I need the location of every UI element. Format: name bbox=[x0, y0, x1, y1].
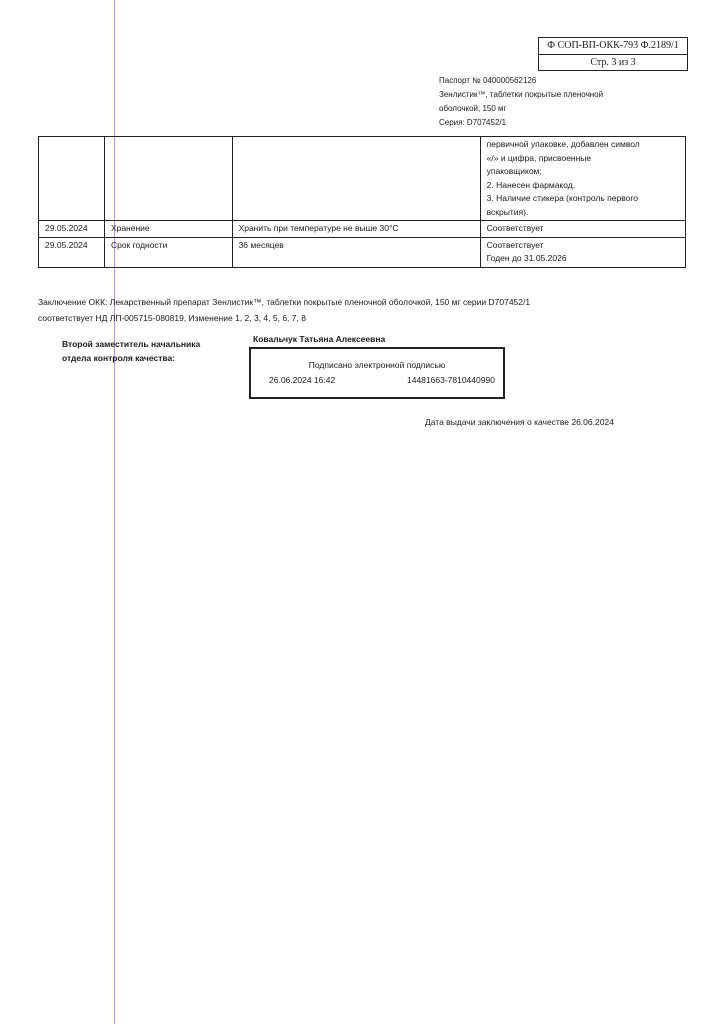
passport-number: Паспорт № 040000562126 bbox=[439, 76, 537, 85]
conclusion bbox=[38, 294, 678, 326]
result-line: вскрытия). bbox=[486, 206, 529, 217]
date-cell bbox=[39, 137, 105, 221]
esign-id: 14481663-7810440990 bbox=[407, 375, 495, 385]
signer-title bbox=[62, 337, 232, 365]
result-line: Соответствует bbox=[486, 239, 544, 250]
esign-datetime: 26.06.2024 16:42 bbox=[269, 375, 336, 385]
results-table bbox=[38, 136, 686, 268]
result-line: Годен до 31.05.2026 bbox=[486, 253, 567, 263]
result-line: упаковщиком; bbox=[486, 166, 542, 176]
product-name-line1: Зенлистик™, таблетки покрытые пленочной bbox=[439, 90, 604, 99]
requirement-cell: 36 месяцев bbox=[232, 237, 480, 267]
signer-title-line1: Второй заместитель начальника bbox=[62, 339, 201, 349]
signer-name: Ковальчук Татьяна Алексеевна bbox=[253, 334, 386, 344]
result-line: «/» и цифра, присвоенные bbox=[486, 152, 592, 163]
requirement-cell: Хранить при температуре не выше 30°С bbox=[232, 221, 480, 238]
passport-info bbox=[439, 74, 619, 130]
signer-title-line2: отдела контроля качества: bbox=[62, 353, 176, 363]
table-row bbox=[39, 237, 686, 267]
form-code-box bbox=[538, 37, 688, 71]
parameter-cell: Хранение bbox=[104, 221, 232, 238]
result-cell bbox=[480, 137, 685, 221]
product-name-line2: оболочкой, 150 мг bbox=[439, 104, 507, 113]
series-number: Серия: D707452/1 bbox=[439, 118, 507, 127]
conclusion-line2: соответствует НД ЛП-005715-080819, Изменение 1, 2, 3, 4, 5, 6, 7, 8 bbox=[38, 313, 306, 323]
parameter-cell bbox=[104, 137, 232, 221]
form-code: Ф СОП-ВП-ОКК-793 Ф.2189/1 bbox=[547, 40, 679, 51]
issue-date: Дата выдачи заключения о качестве 26.06.2024 bbox=[425, 417, 614, 427]
date-cell: 29.05.2024 bbox=[39, 221, 105, 238]
result-line: 3. Наличие стикера (контроль первого bbox=[486, 193, 639, 203]
conclusion-line1: Заключение ОКК: Лекарственный препарат Зенлистик™, таблетки покрытые пленочной оболочкой, 150 мг серии D707452/1 bbox=[38, 297, 531, 307]
esign-title: Подписано электронной подписью bbox=[308, 360, 446, 370]
table-row bbox=[39, 137, 686, 221]
result-cell bbox=[480, 221, 685, 238]
requirement-cell bbox=[232, 137, 480, 221]
result-line: первичной упаковке, добавлен символ bbox=[486, 139, 640, 149]
parameter-cell: Срок годности bbox=[104, 237, 232, 267]
table-row bbox=[39, 221, 686, 238]
result-line: Соответствует bbox=[486, 223, 544, 233]
result-cell bbox=[480, 237, 685, 267]
page-number: Стр. 3 из 3 bbox=[539, 54, 687, 71]
electronic-signature-stamp bbox=[249, 347, 505, 399]
result-line: 2. Нанесен фармакод. bbox=[486, 179, 576, 190]
date-cell: 29.05.2024 bbox=[39, 237, 105, 267]
